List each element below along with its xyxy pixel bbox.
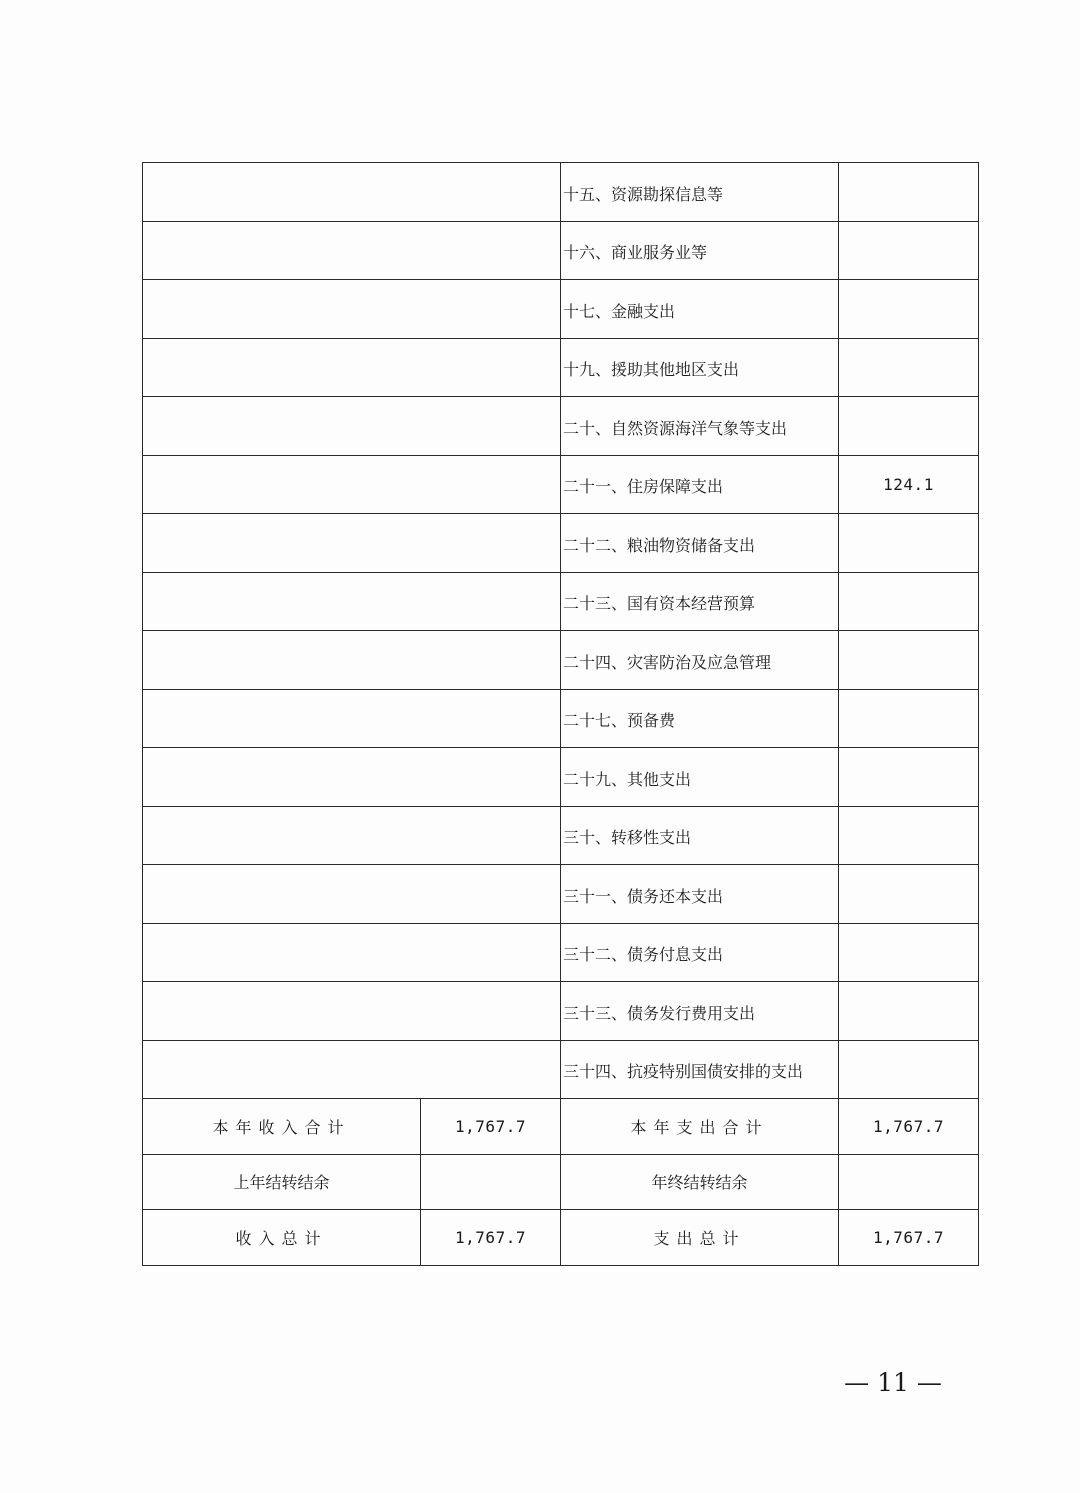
table-row	[143, 1040, 979, 1099]
year-end-carryover-value	[839, 1154, 979, 1210]
table-row	[143, 689, 979, 748]
expense-item-value	[839, 397, 979, 456]
expense-item-label: 三十一、债务还本支出	[561, 865, 839, 924]
expense-item-label: 二十七、预备费	[561, 689, 839, 748]
income-empty-cell	[143, 865, 561, 924]
summary-row-annual-total	[143, 1099, 979, 1155]
summary-row-grand-total	[143, 1210, 979, 1266]
table-row	[143, 865, 979, 924]
income-empty-cell	[143, 923, 561, 982]
expense-item-label: 二十三、国有资本经营预算	[561, 572, 839, 631]
expense-item-label: 三十二、债务付息支出	[561, 923, 839, 982]
table-row	[143, 455, 979, 514]
expense-item-label: 二十二、粮油物资储备支出	[561, 514, 839, 573]
expense-grand-value: 1,767.7	[839, 1210, 979, 1266]
expense-item-value: 124.1	[839, 455, 979, 514]
income-empty-cell	[143, 982, 561, 1041]
table-row	[143, 572, 979, 631]
expense-item-label: 三十、转移性支出	[561, 806, 839, 865]
table-row	[143, 221, 979, 280]
expense-item-value	[839, 163, 979, 222]
expense-item-value	[839, 514, 979, 573]
year-end-carryover-label: 年终结转结余	[561, 1154, 839, 1210]
table-row	[143, 748, 979, 807]
expense-item-value	[839, 982, 979, 1041]
table-row	[143, 280, 979, 339]
expense-item-value	[839, 1040, 979, 1099]
table-row	[143, 514, 979, 573]
summary-row-carryover	[143, 1154, 979, 1210]
income-empty-cell	[143, 397, 561, 456]
table-row	[143, 806, 979, 865]
income-total-label: 本年收入合计	[143, 1099, 421, 1155]
expense-item-value	[839, 280, 979, 339]
expense-item-value	[839, 923, 979, 982]
expense-item-value	[839, 806, 979, 865]
expense-item-label: 二十、自然资源海洋气象等支出	[561, 397, 839, 456]
expense-total-label: 本年支出合计	[561, 1099, 839, 1155]
expense-item-label: 十七、金融支出	[561, 280, 839, 339]
budget-table	[142, 162, 979, 1266]
table-row	[143, 982, 979, 1041]
income-total-value: 1,767.7	[421, 1099, 561, 1155]
income-empty-cell	[143, 514, 561, 573]
prev-carryover-value	[421, 1154, 561, 1210]
prev-carryover-label: 上年结转结余	[143, 1154, 421, 1210]
expense-item-label: 十九、援助其他地区支出	[561, 338, 839, 397]
income-grand-value: 1,767.7	[421, 1210, 561, 1266]
table-row	[143, 397, 979, 456]
income-empty-cell	[143, 631, 561, 690]
expense-item-value	[839, 865, 979, 924]
table-row	[143, 163, 979, 222]
table-row	[143, 923, 979, 982]
income-empty-cell	[143, 338, 561, 397]
expense-item-label: 二十一、住房保障支出	[561, 455, 839, 514]
expense-item-value	[839, 748, 979, 807]
income-empty-cell	[143, 163, 561, 222]
expense-item-label: 三十三、债务发行费用支出	[561, 982, 839, 1041]
expense-item-label: 十五、资源勘探信息等	[561, 163, 839, 222]
income-empty-cell	[143, 455, 561, 514]
expense-item-label: 二十九、其他支出	[561, 748, 839, 807]
expense-item-value	[839, 689, 979, 748]
income-empty-cell	[143, 689, 561, 748]
income-empty-cell	[143, 748, 561, 807]
expense-item-label: 十六、商业服务业等	[561, 221, 839, 280]
expense-item-value	[839, 338, 979, 397]
expense-item-value	[839, 572, 979, 631]
expense-item-value	[839, 221, 979, 280]
income-empty-cell	[143, 221, 561, 280]
income-empty-cell	[143, 1040, 561, 1099]
income-empty-cell	[143, 572, 561, 631]
expense-item-label: 二十四、灾害防治及应急管理	[561, 631, 839, 690]
expense-item-value	[839, 631, 979, 690]
income-empty-cell	[143, 806, 561, 865]
table-row	[143, 631, 979, 690]
table-row	[143, 338, 979, 397]
expense-item-label: 三十四、抗疫特别国债安排的支出	[561, 1040, 839, 1099]
income-empty-cell	[143, 280, 561, 339]
expense-total-value: 1,767.7	[839, 1099, 979, 1155]
expense-grand-label: 支出总计	[561, 1210, 839, 1266]
page-number: — 11 —	[844, 1368, 942, 1397]
income-grand-label: 收入总计	[143, 1210, 421, 1266]
